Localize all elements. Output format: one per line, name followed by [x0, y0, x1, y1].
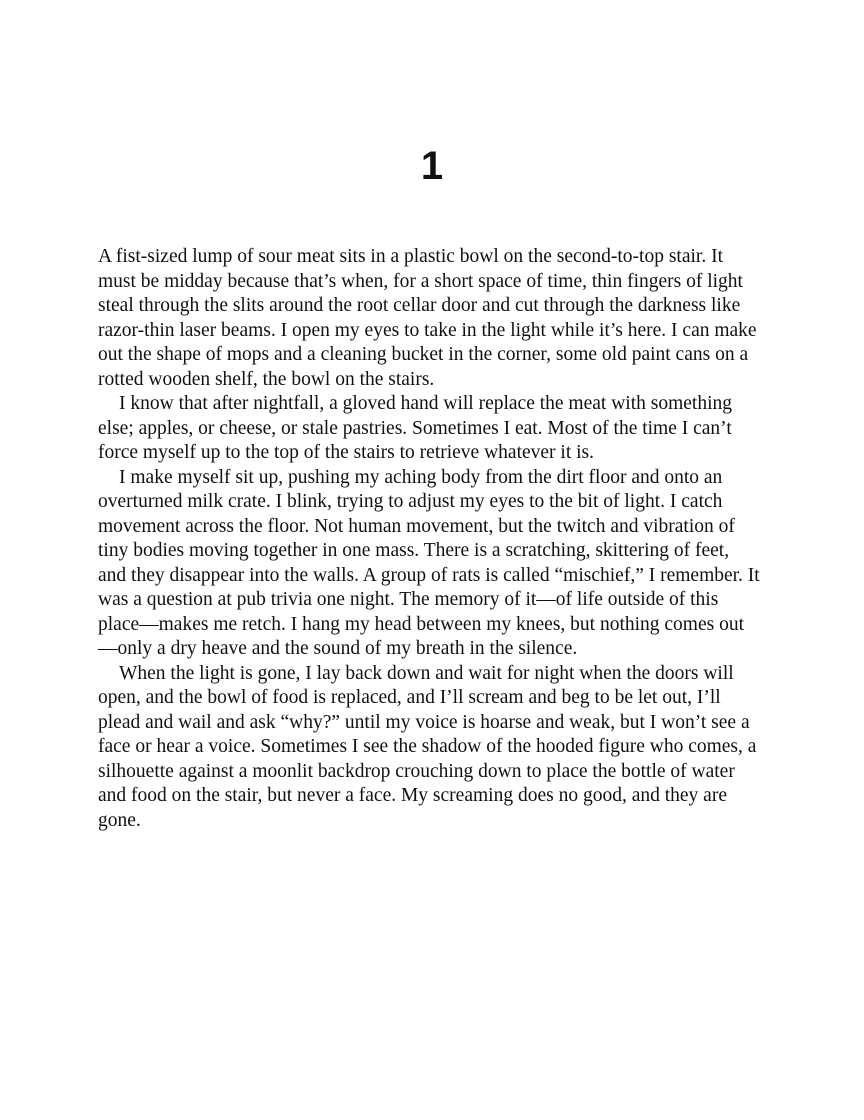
paragraph-2: I know that after nightfall, a gloved hand will replace the meat with something else; apples, or cheese, or stale pastries. Sometimes I eat. Most of the time I can’t force myself up to the top of the stairs to retrieve whatever it is. — [98, 393, 732, 463]
chapter-number: 1 — [420, 144, 444, 188]
paragraph-3: I make myself sit up, pushing my aching body from the dirt floor and onto an overturned milk crate. I blink, trying to adjust my eyes to the bit of light. I catch movement across the floor. Not human movement, but the twitch and vibration of tiny bodies moving together in one mass. There is a scratching, skittering of feet, and they disappear into the walls. A group of rats is called “mischief,” I remember. It was a question at pub trivia one night. The memory of it—of life outside of this place—makes me retch. I hang my head between my knees, but nothing comes out—only a dry heave and the sound of my breath in the silence. — [98, 466, 760, 659]
paragraph-4: When the light is gone, I lay back down and wait for night when the doors will open, and the bowl of food is replaced, and I’ll scream and beg to be let out, I’ll plead and wail and ask “why?” until my voice is hoarse and weak, but I won’t see a face or hear a voice. Sometimes I see the shadow of the hooded figure who comes, a silhouette against a moonlit backdrop crouching down to place the bottle of water and food on the stair, but never a face. My screaming does no good, and they are gone. — [98, 662, 757, 831]
paragraph-1: A fist-sized lump of sour meat sits in a plastic bowl on the second-to-top stair. It must be midday because that’s when, for a short space of time, thin fingers of light steal through the slits around the root cellar door and cut through the darkness like razor-thin laser beams. I open my eyes to take in the light while it’s here. I can make out the shape of mops and a cleaning bucket in the corner, some old paint cans on a rotted wooden shelf, the bowl on the stairs. — [98, 246, 757, 390]
chapter-body — [98, 245, 760, 833]
